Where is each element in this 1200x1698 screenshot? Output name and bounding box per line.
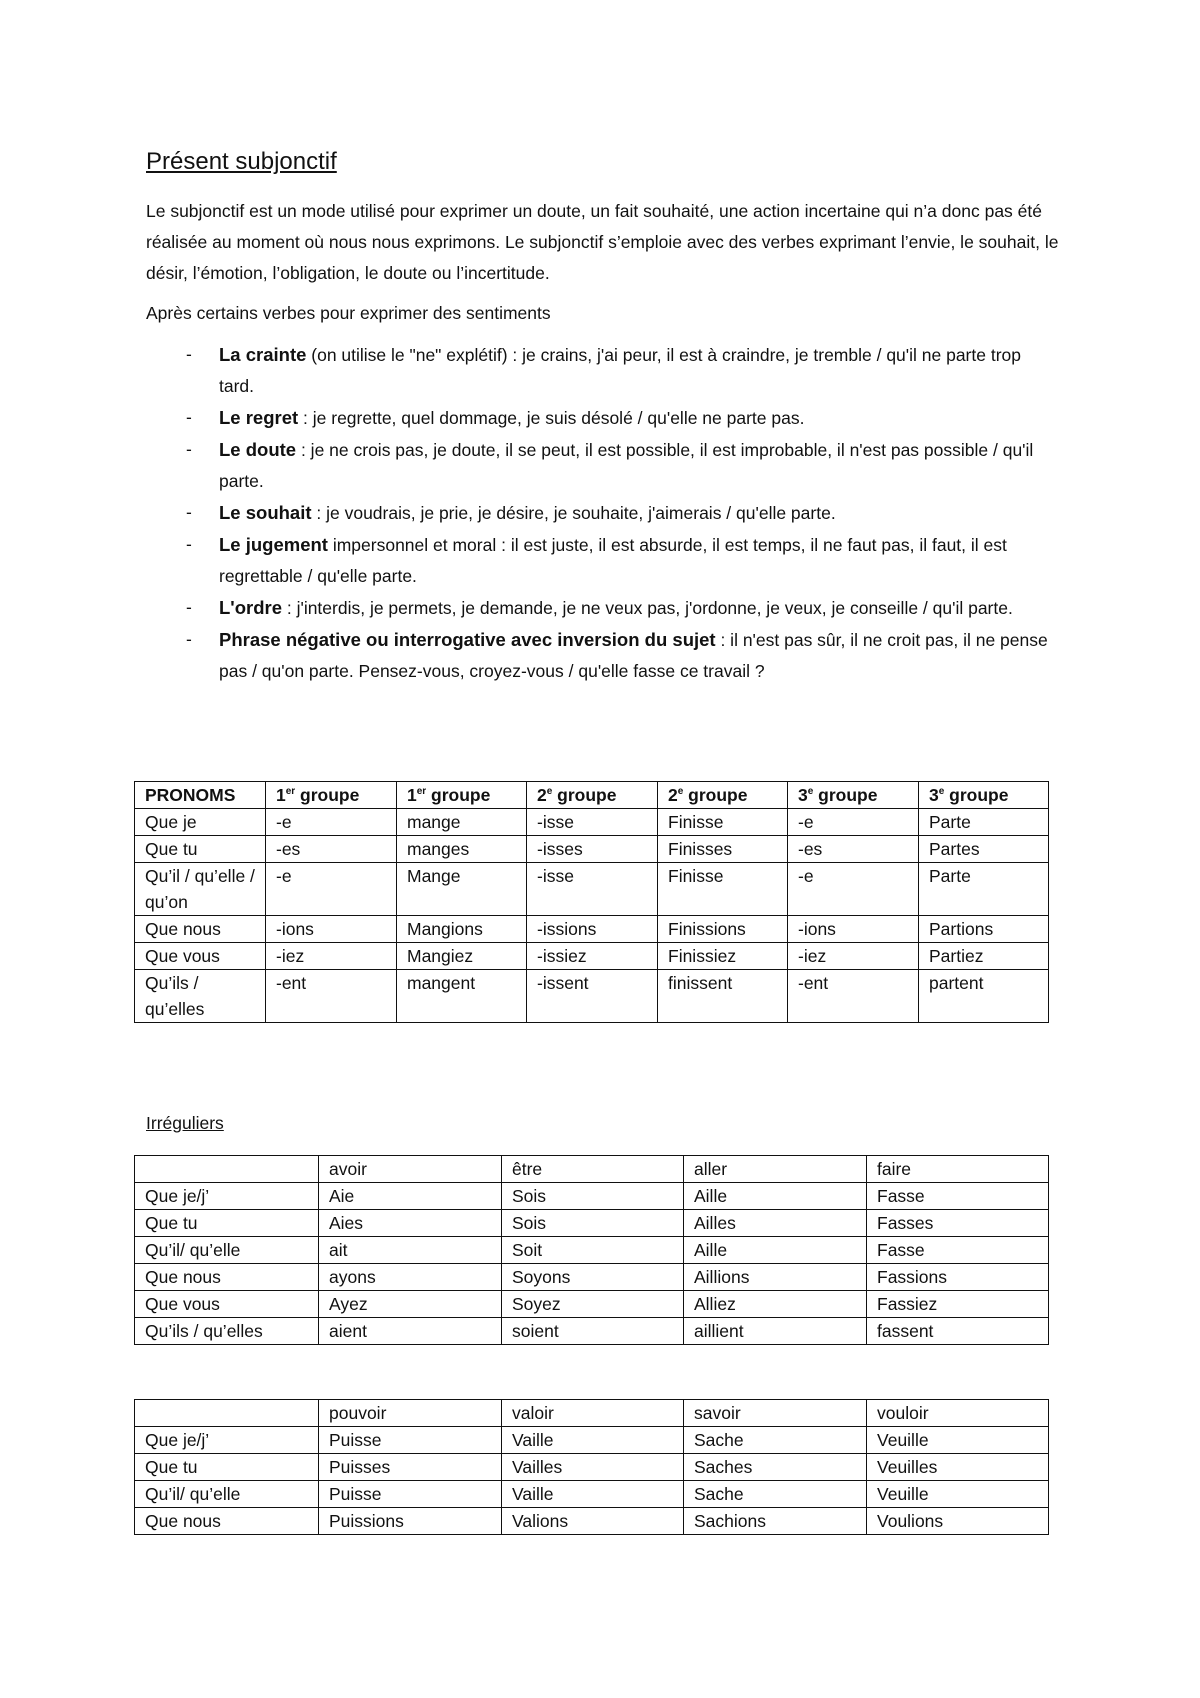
pronoun-cell: Que je/j’ xyxy=(135,1427,319,1454)
conjugation-cell: Finisse xyxy=(658,863,788,916)
table-header-cell xyxy=(135,1156,319,1183)
pronoun-cell: Que nous xyxy=(135,1264,319,1291)
table-row xyxy=(135,943,1049,970)
conjugation-cell: mange xyxy=(397,809,527,836)
header-superscript: er xyxy=(285,786,296,798)
conjugation-cell: Veuille xyxy=(867,1481,1049,1508)
bullet-dash: - xyxy=(186,344,192,364)
conjugation-cell: Finissions xyxy=(658,916,788,943)
bullet-dash: - xyxy=(186,534,192,554)
conjugation-cell: -iez xyxy=(788,943,919,970)
conjugation-cell: Ayez xyxy=(319,1291,502,1318)
header-superscript: e xyxy=(677,786,684,798)
table-row xyxy=(135,916,1049,943)
conjugation-cell: -e xyxy=(788,863,919,916)
list-item-term: Le regret xyxy=(219,407,299,428)
conjugation-cell: -es xyxy=(266,836,397,863)
table-header-row xyxy=(135,1400,1049,1427)
list-item xyxy=(146,434,1060,497)
header-number: 2 xyxy=(668,785,678,805)
conjugation-cell: -issions xyxy=(527,916,658,943)
conjugation-cell: aillient xyxy=(684,1318,867,1345)
conjugation-cell: mangent xyxy=(397,970,527,1023)
conjugation-cell: Puisse xyxy=(319,1481,502,1508)
table-header-cell xyxy=(397,782,527,809)
list-item-text: : je regrette, quel dommage, je suis désolé / qu'elle ne parte pas. xyxy=(298,408,805,428)
table-row xyxy=(135,1291,1049,1318)
pronoun-cell: Qu’ils / qu’elles xyxy=(135,970,266,1023)
conjugation-cell: soient xyxy=(502,1318,684,1345)
conjugation-cell: -iez xyxy=(266,943,397,970)
intro-paragraph: Le subjonctif est un mode utilisé pour exprimer un doute, un fait souhaité, une action incertaine qui n’a donc pas été réalisée au moment où nous nous exprimons. Le subjonctif s’emploie avec des verbes exprimant l’envie, le souhait, le désir, l’émotion, l’obligation, le doute ou l’incertitude. xyxy=(146,201,1059,283)
conjugation-cell: Mangiez xyxy=(397,943,527,970)
table-header-cell xyxy=(658,782,788,809)
conjugation-cell: ait xyxy=(319,1237,502,1264)
table-header-cell: avoir xyxy=(319,1156,502,1183)
conjugation-cell: Aille xyxy=(684,1183,867,1210)
conjugation-cell: Finissiez xyxy=(658,943,788,970)
header-number: 1 xyxy=(276,785,286,805)
list-item-text: : j'interdis, je permets, je demande, je ne veux pas, j'ordonne, je veux, je conseille / qu'il parte. xyxy=(282,598,1013,618)
conjugation-cell: manges xyxy=(397,836,527,863)
page-title: Présent subjonctif xyxy=(146,148,337,175)
header-label: groupe xyxy=(552,785,617,805)
conjugation-cell: Aillions xyxy=(684,1264,867,1291)
conjugation-cell: Soit xyxy=(502,1237,684,1264)
conjugation-cell: -e xyxy=(788,809,919,836)
pronoun-cell: Que tu xyxy=(135,836,266,863)
header-label: groupe xyxy=(944,785,1009,805)
conjugation-cell: -isse xyxy=(527,809,658,836)
conjugation-cell: Fasse xyxy=(867,1183,1049,1210)
conjugation-cell: Finisse xyxy=(658,809,788,836)
conjugation-cell: Fasses xyxy=(867,1210,1049,1237)
irregular-heading: Irréguliers xyxy=(146,1113,224,1133)
conjugation-cell: Parte xyxy=(919,863,1049,916)
conjugation-cell: aient xyxy=(319,1318,502,1345)
conjugation-cell: -es xyxy=(788,836,919,863)
conjugation-cell: Vaille xyxy=(502,1481,684,1508)
conjugation-cell: Puissions xyxy=(319,1508,502,1535)
table-row xyxy=(135,1183,1049,1210)
table-row xyxy=(135,1210,1049,1237)
conjugation-cell: -ions xyxy=(266,916,397,943)
pronoun-cell: Que je xyxy=(135,809,266,836)
list-item-term: L'ordre xyxy=(219,597,282,618)
table-row xyxy=(135,836,1049,863)
conjugation-cell: Fassiez xyxy=(867,1291,1049,1318)
conjugation-cell: Veuille xyxy=(867,1427,1049,1454)
list-item-term: Le doute xyxy=(219,439,297,460)
list-item-term: Le jugement xyxy=(219,534,328,555)
pronoun-cell: Qu’ils / qu’elles xyxy=(135,1318,319,1345)
conjugation-cell: Partiez xyxy=(919,943,1049,970)
conjugation-table-irregular-1 xyxy=(134,1155,1049,1345)
list-item xyxy=(146,529,1060,592)
conjugation-cell: Veuilles xyxy=(867,1454,1049,1481)
list-item-text: : je voudrais, je prie, je désire, je souhaite, j'aimerais / qu'elle parte. xyxy=(311,503,836,523)
list-item-term: La crainte xyxy=(219,344,307,365)
table-row xyxy=(135,1481,1049,1508)
conjugation-cell: Puisse xyxy=(319,1427,502,1454)
conjugation-cell: Partions xyxy=(919,916,1049,943)
list-item-text: : je ne crois pas, je doute, il se peut, il est possible, il est improbable, il n'est pas possible / qu'il parte. xyxy=(219,440,1034,491)
table-header-cell xyxy=(527,782,658,809)
sentiment-list xyxy=(146,339,1060,687)
header-superscript: e xyxy=(938,786,945,798)
list-item-term: Phrase négative ou interrogative avec inversion du sujet xyxy=(219,629,716,650)
conjugation-cell: Aies xyxy=(319,1210,502,1237)
table-header-row xyxy=(135,1156,1049,1183)
conjugation-cell: Voulions xyxy=(867,1508,1049,1535)
table-row xyxy=(135,809,1049,836)
conjugation-cell: Finisses xyxy=(658,836,788,863)
conjugation-cell: Mange xyxy=(397,863,527,916)
bullet-dash: - xyxy=(186,597,192,617)
conjugation-cell: Puisses xyxy=(319,1454,502,1481)
subheading: Après certains verbes pour exprimer des sentiments xyxy=(146,303,551,323)
conjugation-cell: Vaille xyxy=(502,1427,684,1454)
pronoun-cell: Que nous xyxy=(135,916,266,943)
conjugation-cell: -e xyxy=(266,863,397,916)
pronoun-cell: Qu’il / qu’elle / qu’on xyxy=(135,863,266,916)
pronoun-cell: Qu’il/ qu’elle xyxy=(135,1481,319,1508)
conjugation-cell: Partes xyxy=(919,836,1049,863)
conjugation-cell: fassent xyxy=(867,1318,1049,1345)
conjugation-cell: Sois xyxy=(502,1210,684,1237)
conjugation-cell: Sois xyxy=(502,1183,684,1210)
table-row xyxy=(135,970,1049,1023)
table-row xyxy=(135,1318,1049,1345)
conjugation-cell: -issiez xyxy=(527,943,658,970)
bullet-dash: - xyxy=(186,502,192,522)
conjugation-cell: Alliez xyxy=(684,1291,867,1318)
table-row xyxy=(135,863,1049,916)
table-row xyxy=(135,1264,1049,1291)
list-item xyxy=(146,402,1060,434)
conjugation-cell: Sache xyxy=(684,1481,867,1508)
conjugation-cell: Soyez xyxy=(502,1291,684,1318)
conjugation-cell: Saches xyxy=(684,1454,867,1481)
list-item-text: impersonnel et moral : il est juste, il est absurde, il est temps, il ne faut pas, il faut, il est regrettable / qu'elle parte. xyxy=(219,535,1007,586)
conjugation-cell: Fassions xyxy=(867,1264,1049,1291)
bullet-dash: - xyxy=(186,629,192,649)
conjugation-cell: -ions xyxy=(788,916,919,943)
table-header-cell xyxy=(266,782,397,809)
conjugation-cell: Soyons xyxy=(502,1264,684,1291)
header-label: groupe xyxy=(813,785,878,805)
document-body xyxy=(146,146,1060,687)
table-header-cell: pouvoir xyxy=(319,1400,502,1427)
conjugation-cell: -ent xyxy=(788,970,919,1023)
conjugation-cell: -issent xyxy=(527,970,658,1023)
conjugation-cell: ayons xyxy=(319,1264,502,1291)
table-row xyxy=(135,1508,1049,1535)
conjugation-cell: Valions xyxy=(502,1508,684,1535)
table-header-cell: aller xyxy=(684,1156,867,1183)
conjugation-cell: -ent xyxy=(266,970,397,1023)
header-number: PRONOMS xyxy=(145,785,236,805)
conjugation-cell: Vailles xyxy=(502,1454,684,1481)
table-header-cell: savoir xyxy=(684,1400,867,1427)
table-header-cell: être xyxy=(502,1156,684,1183)
list-item-text: : il n'est pas sûr, il ne croit pas, il ne pense pas / qu'on parte. Pensez-vous, croyez-vous / qu'elle fasse ce travail ? xyxy=(219,630,1048,681)
list-item-text: (on utilise le "ne" explétif) : je crains, j'ai peur, il est à craindre, je tremble / qu'il ne parte trop tard. xyxy=(219,345,1021,396)
conjugation-table-irregular-2 xyxy=(134,1399,1049,1535)
conjugation-cell: Ailles xyxy=(684,1210,867,1237)
table-header-cell: vouloir xyxy=(867,1400,1049,1427)
conjugation-cell: finissent xyxy=(658,970,788,1023)
pronoun-cell: Que nous xyxy=(135,1508,319,1535)
pronoun-cell: Que tu xyxy=(135,1210,319,1237)
conjugation-cell: Fasse xyxy=(867,1237,1049,1264)
table-row xyxy=(135,1427,1049,1454)
conjugation-cell: Aille xyxy=(684,1237,867,1264)
header-label: groupe xyxy=(295,785,360,805)
pronoun-cell: Que je/j’ xyxy=(135,1183,319,1210)
table-header-cell xyxy=(788,782,919,809)
table-header-cell: valoir xyxy=(502,1400,684,1427)
header-label: groupe xyxy=(683,785,748,805)
pronoun-cell: Que vous xyxy=(135,943,266,970)
list-item xyxy=(146,339,1060,402)
bullet-dash: - xyxy=(186,439,192,459)
conjugation-cell: -isses xyxy=(527,836,658,863)
pronoun-cell: Que vous xyxy=(135,1291,319,1318)
pronoun-cell: Qu’il/ qu’elle xyxy=(135,1237,319,1264)
conjugation-cell: Sachions xyxy=(684,1508,867,1535)
header-number: 2 xyxy=(537,785,547,805)
conjugation-cell: Aie xyxy=(319,1183,502,1210)
header-number: 1 xyxy=(407,785,417,805)
header-superscript: er xyxy=(416,786,427,798)
header-number: 3 xyxy=(929,785,939,805)
conjugation-table-regular xyxy=(134,781,1049,1023)
table-row xyxy=(135,1454,1049,1481)
list-item xyxy=(146,497,1060,529)
header-label: groupe xyxy=(426,785,491,805)
list-item-term: Le souhait xyxy=(219,502,312,523)
table-row xyxy=(135,1237,1049,1264)
header-superscript: e xyxy=(807,786,814,798)
conjugation-cell: partent xyxy=(919,970,1049,1023)
conjugation-cell: -e xyxy=(266,809,397,836)
header-superscript: e xyxy=(546,786,553,798)
conjugation-cell: Mangions xyxy=(397,916,527,943)
table-header-cell: faire xyxy=(867,1156,1049,1183)
table-header-cell xyxy=(135,782,266,809)
pronoun-cell: Que tu xyxy=(135,1454,319,1481)
header-number: 3 xyxy=(798,785,808,805)
conjugation-cell: -isse xyxy=(527,863,658,916)
conjugation-cell: Sache xyxy=(684,1427,867,1454)
list-item xyxy=(146,624,1060,687)
bullet-dash: - xyxy=(186,407,192,427)
table-header-cell xyxy=(135,1400,319,1427)
table-header-cell xyxy=(919,782,1049,809)
list-item xyxy=(146,592,1060,624)
conjugation-cell: Parte xyxy=(919,809,1049,836)
